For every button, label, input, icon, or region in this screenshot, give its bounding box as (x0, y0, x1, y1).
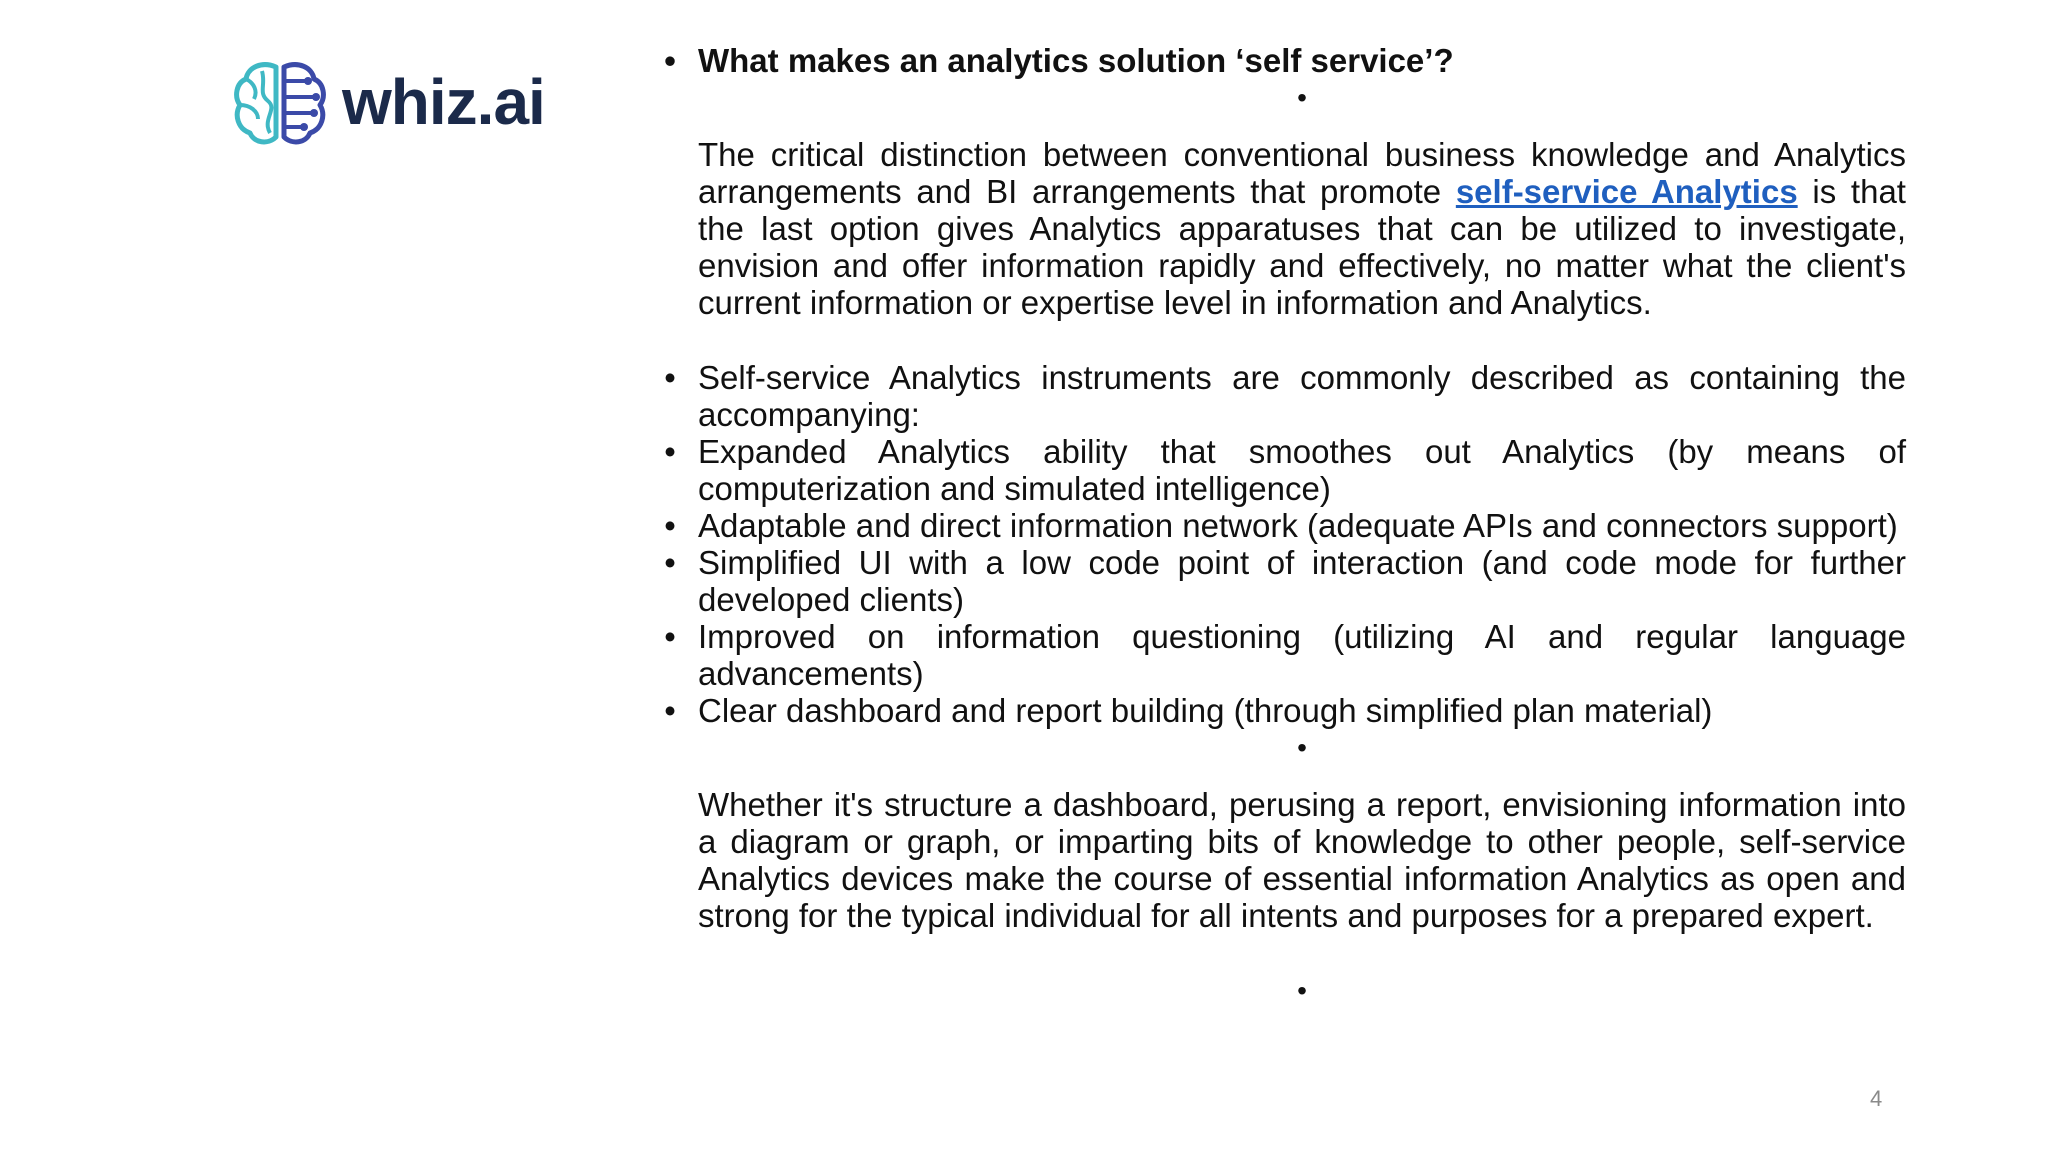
list-item (660, 692, 1906, 729)
bullet-marker: • (664, 618, 676, 655)
bullet-marker: • (664, 692, 676, 729)
self-service-analytics-link[interactable]: self-service Analytics (1455, 173, 1798, 210)
list-item-text: Simplified UI with a low code point of interaction (and code mode for further developed clients) (698, 544, 1906, 618)
bullet-marker: • (664, 544, 676, 581)
bullet-marker: • (664, 359, 676, 396)
empty-bullet-marker: • (1297, 732, 1307, 763)
list-item (660, 507, 1906, 544)
bullet-marker: • (664, 42, 676, 79)
list-item (660, 433, 1906, 507)
section-heading (660, 42, 1906, 79)
list-item-text: Expanded Analytics ability that smoothes out Analytics (by means of computerization and simulated intelligence) (698, 433, 1906, 507)
intro-text-after-link: is that the last option gives Analytics apparatuses that can be utilized to investigate, envision and offer information rapidly and effectively, no matter what the client's current information or expertise level in information and Analytics. (698, 173, 1906, 321)
list-item-text: Improved on information questioning (utilizing AI and regular language advancements) (698, 618, 1906, 692)
empty-bullet-marker: • (1297, 975, 1307, 1006)
logo-wordmark: whiz.ai (342, 66, 545, 138)
bullet-marker: • (664, 433, 676, 470)
list-item (660, 359, 1906, 433)
bullet-marker: • (664, 507, 676, 544)
list-item-text: Self-service Analytics instruments are commonly described as containing the accompanying: (698, 359, 1906, 433)
brain-circuit-icon (232, 57, 328, 147)
closing-paragraph: Whether it's structure a dashboard, perusing a report, envisioning information into a diagram or graph, or imparting bits of knowledge to other people, self-service Analytics devices make the course of essential information Analytics as open and strong for the typical individual for all intents and purposes for a prepared expert. (698, 786, 1906, 934)
list-item-text: Adaptable and direct information network (adequate APIs and connectors support) (698, 507, 1898, 544)
intro-paragraph (660, 136, 1906, 321)
intro-text-before-link: The critical distinction between conventional business knowledge and Analytics arrangements and BI arrangements that promote (698, 136, 1906, 210)
list-item (660, 618, 1906, 692)
heading-text: What makes an analytics solution ‘self service’? (698, 42, 1454, 79)
list-item (660, 544, 1906, 618)
page-number: 4 (1870, 1086, 1883, 1111)
empty-bullet-marker: • (1297, 82, 1307, 113)
content-body (660, 42, 1906, 1009)
whiz-ai-logo (232, 52, 545, 152)
list-item-text: Clear dashboard and report building (through simplified plan material) (698, 692, 1713, 729)
